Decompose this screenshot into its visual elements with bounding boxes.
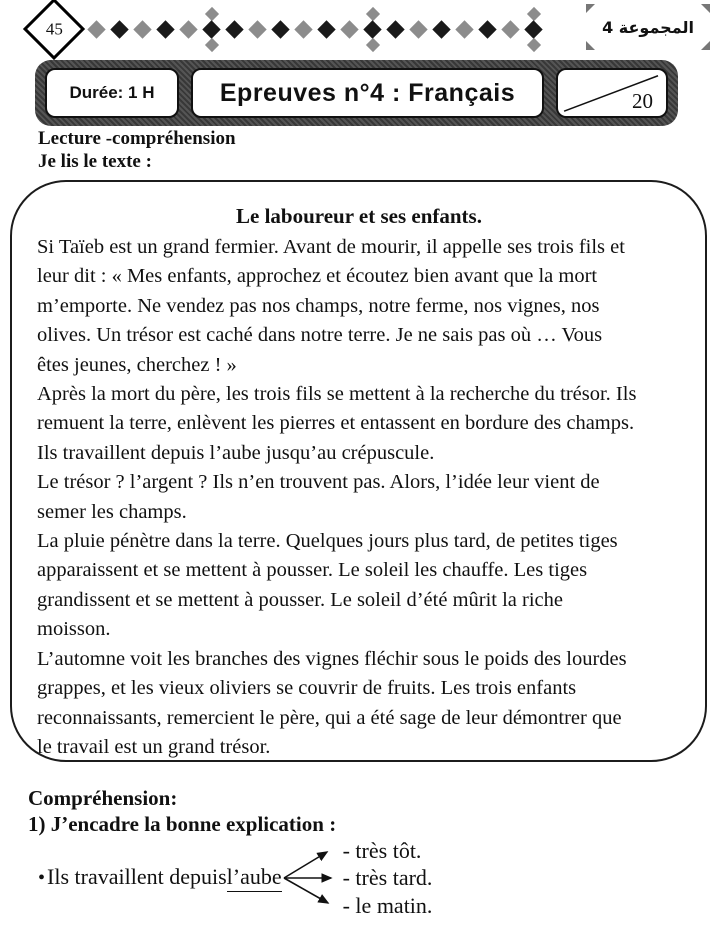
diamond-icon xyxy=(271,20,289,38)
duration-label: Durée: 1 H xyxy=(69,83,155,102)
option-item: - le matin. xyxy=(342,892,433,918)
question-stem xyxy=(38,864,282,892)
duration-box xyxy=(45,68,179,118)
diamond-icon xyxy=(87,20,105,38)
diamond-icon xyxy=(204,37,218,51)
diamond-icon xyxy=(248,20,266,38)
fan-arrows-icon xyxy=(283,839,339,917)
exam-header xyxy=(35,60,678,126)
question-1-heading: 1) J’encadre la bonne explication : xyxy=(28,812,337,836)
story-line: leur dit : « Mes enfants, approchez et écoutez bien avant que la mort xyxy=(37,265,598,288)
exam-title: Epreuves n°4 : Français xyxy=(219,78,516,107)
page-number: 45 xyxy=(45,19,63,38)
story-line: m’emporte. Ne vendez pas nos champs, notre ferme, nos vignes, nos xyxy=(37,294,600,317)
story-line: La pluie pénètre dans la terre. Quelques jours plus tard, de petites tiges xyxy=(37,530,618,553)
story-line: Ils travaillent depuis l’aube jusqu’au crépuscule. xyxy=(37,441,435,464)
diamond-icon xyxy=(432,20,450,38)
corner-mark-icon xyxy=(586,4,595,13)
diamond-icon xyxy=(363,20,381,38)
diamond-icon xyxy=(179,20,197,38)
story-line: remuent la terre, enlèvent les pierres et entassent en bordure des champs. xyxy=(37,412,635,435)
diamond-icon xyxy=(526,37,540,51)
diamond-icon xyxy=(526,6,540,20)
diamond-icon xyxy=(110,20,128,38)
corner-mark-icon xyxy=(586,41,595,50)
diamond-icon xyxy=(365,6,379,20)
story-line: grappes, et les vieux oliviers se couvrir de fruits. Les trois enfants xyxy=(37,677,577,700)
diamond-divider xyxy=(90,0,560,58)
diamond-icon xyxy=(340,20,358,38)
read-instruction: Je lis le texte : xyxy=(38,151,152,172)
story-line: Après la mort du père, les trois fils se mettent à la recherche du trésor. Ils xyxy=(37,383,637,406)
diamond-icon xyxy=(202,20,220,38)
stem-underlined-word: l’aube xyxy=(227,864,282,892)
diamond-icon xyxy=(365,37,379,51)
story-line: Le trésor ? l’argent ? Ils n’en trouvent pas. Alors, l’idée leur vient de xyxy=(37,471,600,494)
story-text xyxy=(37,233,681,762)
story-line: olives. Un trésor est caché dans notre terre. Je ne sais pas où … Vous xyxy=(37,324,603,347)
diamond-icon xyxy=(455,20,473,38)
corner-mark-icon xyxy=(701,41,710,50)
comprehension-heading: Compréhension: xyxy=(28,786,178,810)
lecture-heading: Lecture -compréhension xyxy=(38,128,236,149)
diamond-cluster-icon xyxy=(205,9,218,50)
story-line: reconnaissants, remercient le père, qui a été sage de leur démontrer que xyxy=(37,706,622,729)
score-total: 20 xyxy=(632,89,653,113)
diamond-cluster-icon xyxy=(527,9,540,50)
diamond-icon xyxy=(524,20,542,38)
story-line: Si Taïeb est un grand fermier. Avant de mourir, il appelle ses trois fils et xyxy=(37,236,625,258)
question-1-fan xyxy=(38,838,432,918)
diamond-icon xyxy=(204,6,218,20)
option-item: - très tôt. xyxy=(342,837,422,863)
story-line: le travail est un grand trésor. xyxy=(37,735,271,758)
option-item: - très tard. xyxy=(342,865,433,891)
diamond-icon xyxy=(294,20,312,38)
score-box xyxy=(556,68,668,118)
diamond-icon xyxy=(501,20,519,38)
corner-mark-icon xyxy=(701,4,710,13)
diamond-icon xyxy=(156,20,174,38)
story-title: Le laboureur et ses enfants. xyxy=(236,204,482,228)
story-line: apparaissent et se mettent à pousser. Le soleil les chauffe. Les tiges xyxy=(37,559,588,582)
diamond-icon xyxy=(386,20,404,38)
bullet-icon: • xyxy=(38,867,46,889)
diamond-icon xyxy=(225,20,243,38)
reading-text-box xyxy=(10,180,707,762)
diamond-icon xyxy=(478,20,496,38)
diamond-icon xyxy=(317,20,335,38)
exam-title-box xyxy=(191,68,544,118)
top-ornament-row xyxy=(0,0,718,58)
story-line: semer les champs. xyxy=(37,500,187,523)
diamond-icon xyxy=(133,20,151,38)
group-label-text: المجموعة 4 xyxy=(602,17,694,37)
story-line: grandissent et se mettent à pousser. Le soleil d’été mûrit la riche xyxy=(37,588,564,611)
story-line: moisson. xyxy=(37,618,111,641)
diamond-icon xyxy=(409,20,427,38)
diamond-cluster-icon xyxy=(366,9,379,50)
group-label xyxy=(586,4,710,50)
page-number-diamond xyxy=(23,0,85,60)
stem-text: Ils travaillent depuis xyxy=(47,864,227,889)
options-list xyxy=(343,837,433,920)
story-line: êtes jeunes, cherchez ! » xyxy=(37,353,237,376)
story-line: L’automne voit les branches des vignes fléchir sous le poids des lourdes xyxy=(37,647,627,670)
